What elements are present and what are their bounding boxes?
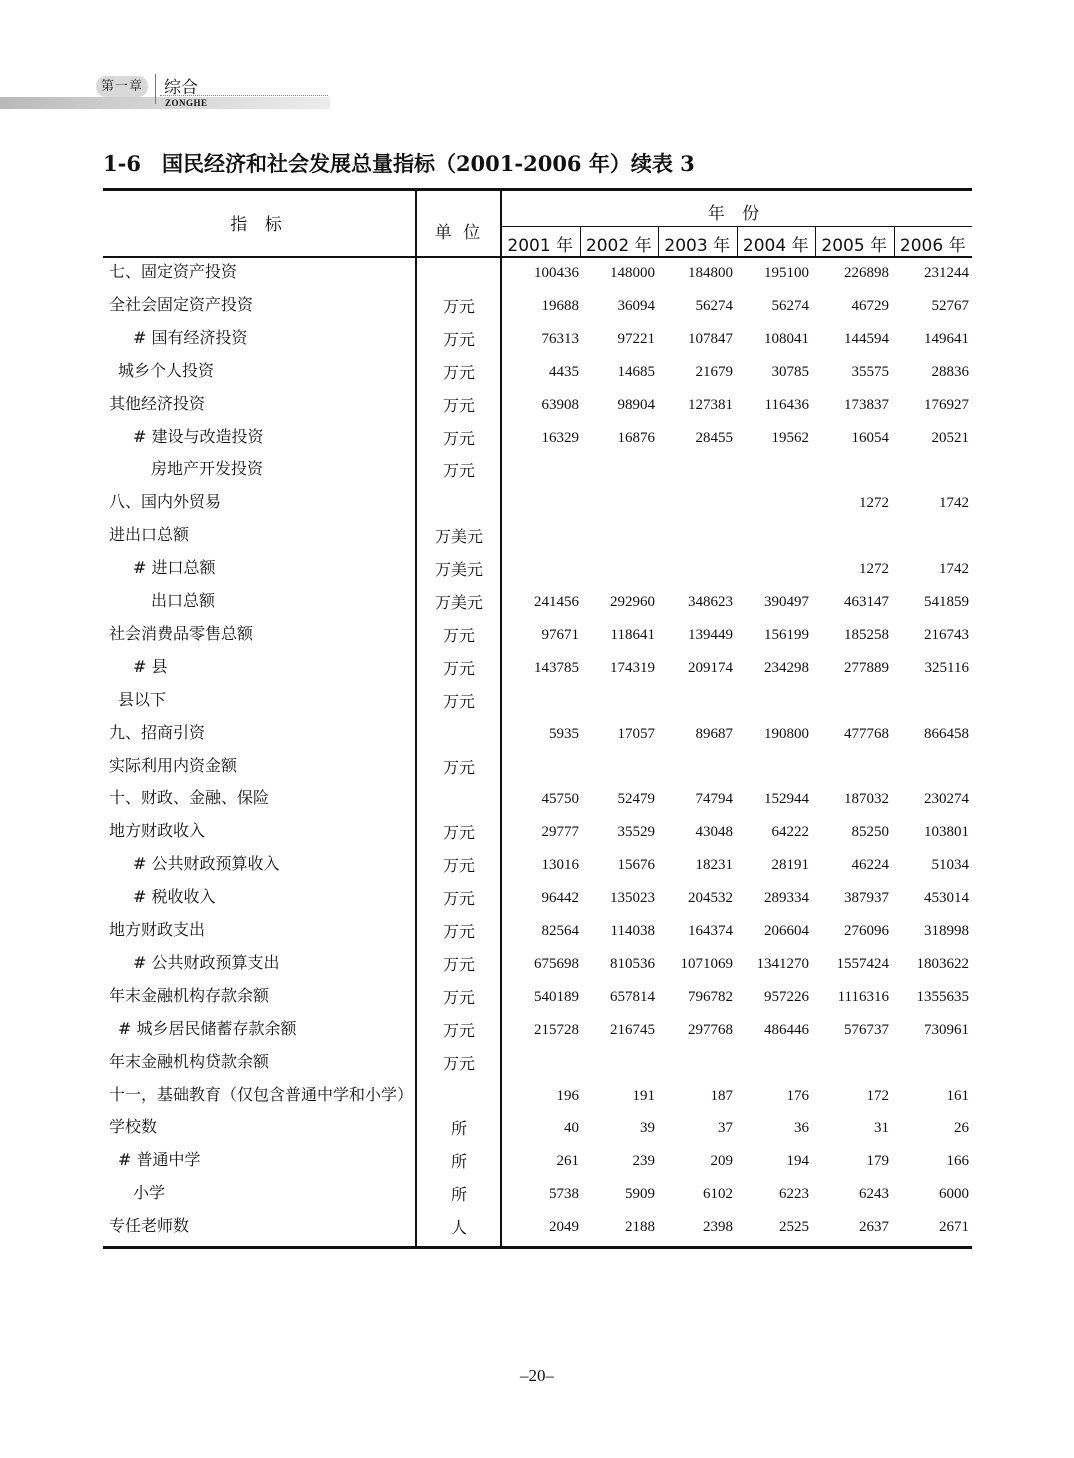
table-row: [103, 654, 972, 687]
row-value: 453014: [924, 890, 969, 907]
column-header-year: 2002 年: [585, 236, 652, 256]
row-value: 39: [640, 1120, 655, 1137]
year-column-divider: [815, 226, 816, 257]
row-value: 108041: [764, 330, 809, 347]
column-header-year: 2004 年: [742, 236, 809, 256]
row-unit: 万元: [442, 296, 475, 316]
row-value: 15676: [617, 857, 655, 874]
row-value: 216745: [610, 1021, 655, 1038]
row-value: 97671: [541, 626, 579, 643]
row-value: 127381: [688, 396, 733, 413]
row-unit: 万元: [442, 757, 475, 777]
column-header-unit: 单 位: [434, 223, 484, 243]
table-bottom-rule: [103, 1246, 972, 1249]
row-value: 730961: [924, 1021, 969, 1038]
row-value: 2398: [703, 1219, 733, 1236]
row-indicator-name: 全社会固定资产投资: [109, 294, 254, 314]
row-indicator-name: 九、招商引资: [109, 722, 206, 742]
row-value: 19562: [771, 429, 809, 446]
row-value: 19688: [541, 297, 579, 314]
row-value: 5935: [549, 725, 579, 742]
row-value: 1116316: [837, 988, 889, 1005]
chapter-title: 综合: [164, 78, 198, 98]
row-value: 5738: [549, 1186, 579, 1203]
year-column-divider: [658, 226, 659, 257]
page-number: –20–: [520, 1366, 554, 1385]
table-row: [103, 456, 972, 489]
row-value: 96442: [541, 890, 579, 907]
row-value: 172: [866, 1087, 889, 1104]
table-row: [103, 687, 972, 720]
row-value: 85250: [851, 824, 889, 841]
table-row: [103, 1114, 972, 1147]
row-value: 173837: [844, 396, 889, 413]
row-value: 13016: [541, 857, 579, 874]
row-value: 118641: [610, 626, 655, 643]
row-indicator-name: 城乡个人投资: [118, 360, 215, 380]
row-value: 16329: [541, 429, 579, 446]
row-indicator-name: 其他经济投资: [109, 393, 206, 413]
row-indicator-name: 进出口总额: [109, 525, 190, 545]
row-value: 297768: [688, 1021, 733, 1038]
row-value: 28836: [931, 363, 969, 380]
row-unit: 所: [450, 1152, 467, 1172]
chapter-subtitle: ZONGHE: [165, 98, 208, 108]
row-unit: 万元: [442, 1053, 475, 1073]
row-value: 179: [866, 1153, 889, 1170]
column-header-year: 2001 年: [507, 236, 574, 256]
row-value: 16054: [851, 429, 889, 446]
row-value: 156199: [764, 626, 809, 643]
row-value: 348623: [688, 594, 733, 610]
row-value: 1557424: [836, 955, 889, 972]
table-row: [103, 1082, 972, 1115]
row-value: 196: [556, 1087, 579, 1104]
row-value: 231244: [924, 265, 969, 281]
row-value: 1742: [939, 495, 969, 512]
row-value: 52767: [931, 297, 969, 314]
row-value: 64222: [771, 824, 809, 841]
row-value: 226898: [844, 265, 889, 281]
table-row: [103, 325, 972, 358]
column-header-year: 2005 年: [821, 236, 888, 256]
row-indicator-name: 年末金融机构存款余额: [109, 985, 270, 1005]
row-value: 1272: [859, 495, 889, 512]
row-value: 6000: [939, 1186, 969, 1203]
row-value: 2671: [939, 1219, 969, 1236]
row-value: 76313: [541, 330, 579, 347]
table-row: [103, 950, 972, 983]
row-value: 325116: [924, 659, 969, 676]
row-value: 215728: [534, 1021, 579, 1038]
row-value: 4435: [549, 363, 579, 380]
row-unit: 万元: [442, 395, 475, 415]
row-value: 234298: [764, 659, 809, 676]
table-row: [103, 489, 972, 522]
table-top-rule: [103, 188, 972, 191]
row-value: 1355635: [916, 988, 969, 1005]
row-value: 74794: [695, 791, 733, 808]
row-indicator-name: 专任老师数: [109, 1216, 190, 1236]
row-value: 6223: [779, 1186, 809, 1203]
row-value: 230274: [924, 791, 969, 808]
column-header-year: 2003 年: [664, 236, 731, 256]
row-value: 174319: [610, 659, 655, 676]
row-unit: 万元: [442, 461, 475, 481]
row-value: 46729: [851, 297, 889, 314]
row-value: 866458: [924, 725, 969, 742]
row-value: 14685: [617, 363, 655, 380]
row-indicator-name: 年末金融机构贷款余额: [109, 1051, 270, 1071]
row-indicator-name: # 国有经济投资: [133, 327, 248, 347]
row-indicator-name: 十、财政、金融、保险: [109, 788, 270, 808]
row-value: 29777: [541, 824, 579, 841]
table-row: [103, 1180, 972, 1213]
column-header-year-group: 年 份: [707, 204, 766, 224]
row-value: 82564: [541, 923, 579, 939]
table-row: [103, 1213, 972, 1246]
row-value: 387937: [844, 890, 889, 907]
row-value: 89687: [695, 725, 733, 742]
row-value: 176: [786, 1087, 809, 1104]
row-indicator-name: # 进口总额: [133, 558, 216, 578]
row-value: 143785: [534, 659, 579, 676]
row-unit: 万元: [442, 1020, 475, 1040]
row-value: 1071069: [680, 955, 733, 972]
row-value: 477768: [844, 725, 889, 742]
row-value: 1803622: [916, 955, 969, 972]
row-value: 37: [718, 1120, 733, 1137]
row-value: 540189: [534, 988, 579, 1005]
row-value: 957226: [764, 988, 809, 1005]
row-value: 576737: [844, 1021, 889, 1038]
row-unit: 万元: [442, 954, 475, 974]
row-value: 194: [786, 1153, 809, 1170]
row-value: 164374: [688, 923, 733, 939]
row-value: 135023: [610, 890, 655, 907]
row-value: 103801: [924, 824, 969, 841]
table-row: [103, 259, 972, 292]
row-value: 463147: [844, 594, 889, 610]
row-value: 18231: [695, 857, 733, 874]
year-column-divider: [737, 226, 738, 257]
table-row: [103, 358, 972, 391]
row-indicator-name: 地方财政收入: [109, 821, 206, 841]
row-value: 390497: [764, 594, 809, 610]
row-value: 30785: [771, 363, 809, 380]
row-unit: 万元: [442, 856, 475, 876]
row-indicator-name: # 公共财政预算支出: [133, 952, 280, 972]
row-value: 40: [564, 1120, 579, 1137]
row-indicator-name: 社会消费品零售总额: [109, 623, 254, 643]
table-row: [103, 424, 972, 457]
row-value: 16876: [617, 429, 655, 446]
row-value: 6102: [703, 1186, 733, 1203]
row-value: 6243: [859, 1186, 889, 1203]
row-value: 149641: [924, 330, 969, 347]
row-value: 144594: [844, 330, 889, 347]
row-value: 289334: [764, 890, 809, 907]
row-indicator-name: 学校数: [109, 1117, 158, 1137]
table-row: [103, 785, 972, 818]
row-indicator-name: 地方财政支出: [109, 920, 206, 939]
row-indicator-name: # 建设与改造投资: [133, 426, 264, 446]
row-unit: 万元: [442, 823, 475, 843]
row-value: 46224: [851, 857, 889, 874]
row-unit: 万元: [442, 658, 475, 678]
row-indicator-name: 八、国内外贸易: [109, 492, 222, 512]
row-value: 17057: [617, 725, 655, 742]
row-value: 1272: [859, 561, 889, 578]
header-bottom-rule: [103, 256, 972, 258]
row-value: 176927: [924, 396, 969, 413]
row-value: 139449: [688, 626, 733, 643]
row-value: 28191: [771, 857, 809, 874]
table-row: [103, 1049, 972, 1082]
row-value: 810536: [610, 955, 655, 972]
table-row: [103, 720, 972, 753]
table-row: [103, 1016, 972, 1049]
row-value: 195100: [764, 265, 809, 281]
row-unit: 所: [450, 1119, 467, 1139]
row-value: 152944: [764, 791, 809, 808]
row-value: 318998: [924, 923, 969, 939]
row-value: 98904: [617, 396, 655, 413]
row-value: 204532: [688, 890, 733, 907]
row-value: 36: [794, 1120, 809, 1137]
row-value: 276096: [844, 923, 889, 939]
row-indicator-name: 出口总额: [151, 591, 216, 610]
row-value: 239: [632, 1153, 655, 1170]
year-column-divider: [580, 226, 581, 257]
row-unit: 万美元: [434, 560, 483, 580]
row-unit: 万元: [442, 922, 475, 941]
table-row: [103, 917, 972, 950]
row-value: 114038: [610, 923, 655, 939]
row-value: 26: [954, 1120, 969, 1137]
row-value: 2049: [549, 1219, 579, 1236]
row-value: 187: [710, 1087, 733, 1104]
row-value: 190800: [764, 725, 809, 742]
row-unit: 万美元: [434, 527, 483, 547]
row-unit: 万美元: [434, 593, 483, 612]
row-value: 45750: [541, 791, 579, 808]
row-value: 31: [874, 1120, 889, 1137]
row-value: 2188: [625, 1219, 655, 1236]
table-row: [103, 818, 972, 851]
row-indicator-name: 房地产开发投资: [151, 459, 264, 479]
row-unit: 万元: [442, 329, 475, 349]
row-value: 675698: [534, 955, 579, 972]
row-value: 56274: [695, 297, 733, 314]
row-unit: 万元: [442, 889, 475, 909]
row-indicator-name: 县以下: [118, 689, 167, 709]
row-value: 796782: [688, 988, 733, 1005]
row-value: 2525: [779, 1219, 809, 1236]
row-unit: 万元: [442, 987, 475, 1007]
table-row: [103, 983, 972, 1016]
row-value: 541859: [924, 594, 969, 610]
row-value: 241456: [534, 594, 579, 610]
row-indicator-name: # 税收收入: [133, 887, 216, 907]
row-value: 52479: [617, 791, 655, 808]
row-value: 216743: [924, 626, 969, 643]
row-value: 486446: [764, 1021, 809, 1038]
row-value: 43048: [695, 824, 733, 841]
row-value: 1341270: [756, 955, 809, 972]
row-indicator-name: # 公共财政预算收入: [133, 854, 280, 874]
row-value: 148000: [610, 265, 655, 281]
header-separator: [155, 74, 156, 104]
row-value: 63908: [541, 396, 579, 413]
table-row: [103, 522, 972, 555]
row-indicator-name: # 城乡居民储蓄存款余额: [118, 1018, 297, 1038]
table-row: [103, 1147, 972, 1180]
row-value: 191: [632, 1087, 655, 1104]
row-value: 657814: [610, 988, 655, 1005]
row-unit: 万元: [442, 625, 475, 645]
row-value: 206604: [764, 923, 809, 939]
row-value: 292960: [610, 594, 655, 610]
row-value: 107847: [688, 330, 733, 347]
chapter-tag: 第一章: [96, 76, 148, 97]
table-row: [103, 884, 972, 917]
row-value: 261: [556, 1153, 579, 1170]
row-value: 20521: [931, 429, 969, 446]
row-value: 56274: [771, 297, 809, 314]
table-row: [103, 391, 972, 424]
row-unit: 人: [450, 1218, 467, 1238]
table-row: [103, 621, 972, 654]
table-title: 1-6 国民经济和社会发展总量指标（2001-2006 年）续表 3: [103, 151, 695, 176]
row-value: 185258: [844, 626, 889, 643]
year-column-divider: [894, 226, 895, 257]
row-indicator-name: 实际利用内资金额: [109, 755, 238, 775]
table-row: [103, 588, 972, 621]
row-value: 100436: [534, 265, 579, 281]
row-unit: 万元: [442, 362, 475, 382]
table-row: [103, 555, 972, 588]
row-value: 35575: [851, 363, 889, 380]
row-indicator-name: 七、固定资产投资: [109, 262, 238, 281]
table-row: [103, 851, 972, 884]
row-value: 35529: [617, 824, 655, 841]
row-unit: 所: [450, 1185, 467, 1205]
table-row: [103, 753, 972, 786]
row-indicator-name: # 普通中学: [118, 1150, 201, 1170]
row-indicator-name: 小学: [133, 1183, 166, 1203]
row-unit: 万元: [442, 691, 475, 711]
row-value: 36094: [617, 297, 655, 314]
row-indicator-name: 十一，基础教育（仅包含普通中学和小学）: [109, 1084, 414, 1104]
row-value: 184800: [688, 265, 733, 281]
row-value: 21679: [695, 363, 733, 380]
row-value: 277889: [844, 659, 889, 676]
row-value: 161: [946, 1087, 969, 1104]
row-value: 166: [946, 1153, 969, 1170]
row-value: 5909: [625, 1186, 655, 1203]
row-value: 1742: [939, 561, 969, 578]
row-value: 209: [710, 1153, 733, 1170]
row-value: 2637: [859, 1219, 889, 1236]
row-value: 187032: [844, 791, 889, 808]
column-header-year: 2006 年: [899, 236, 966, 256]
row-unit: 万元: [442, 428, 475, 448]
table-row: [103, 292, 972, 325]
row-value: 51034: [931, 857, 969, 874]
row-value: 209174: [688, 659, 733, 676]
row-value: 116436: [764, 396, 809, 413]
row-value: 28455: [695, 429, 733, 446]
column-header-indicator: 指 标: [230, 215, 288, 235]
row-value: 97221: [617, 330, 655, 347]
row-indicator-name: # 县: [133, 656, 168, 676]
